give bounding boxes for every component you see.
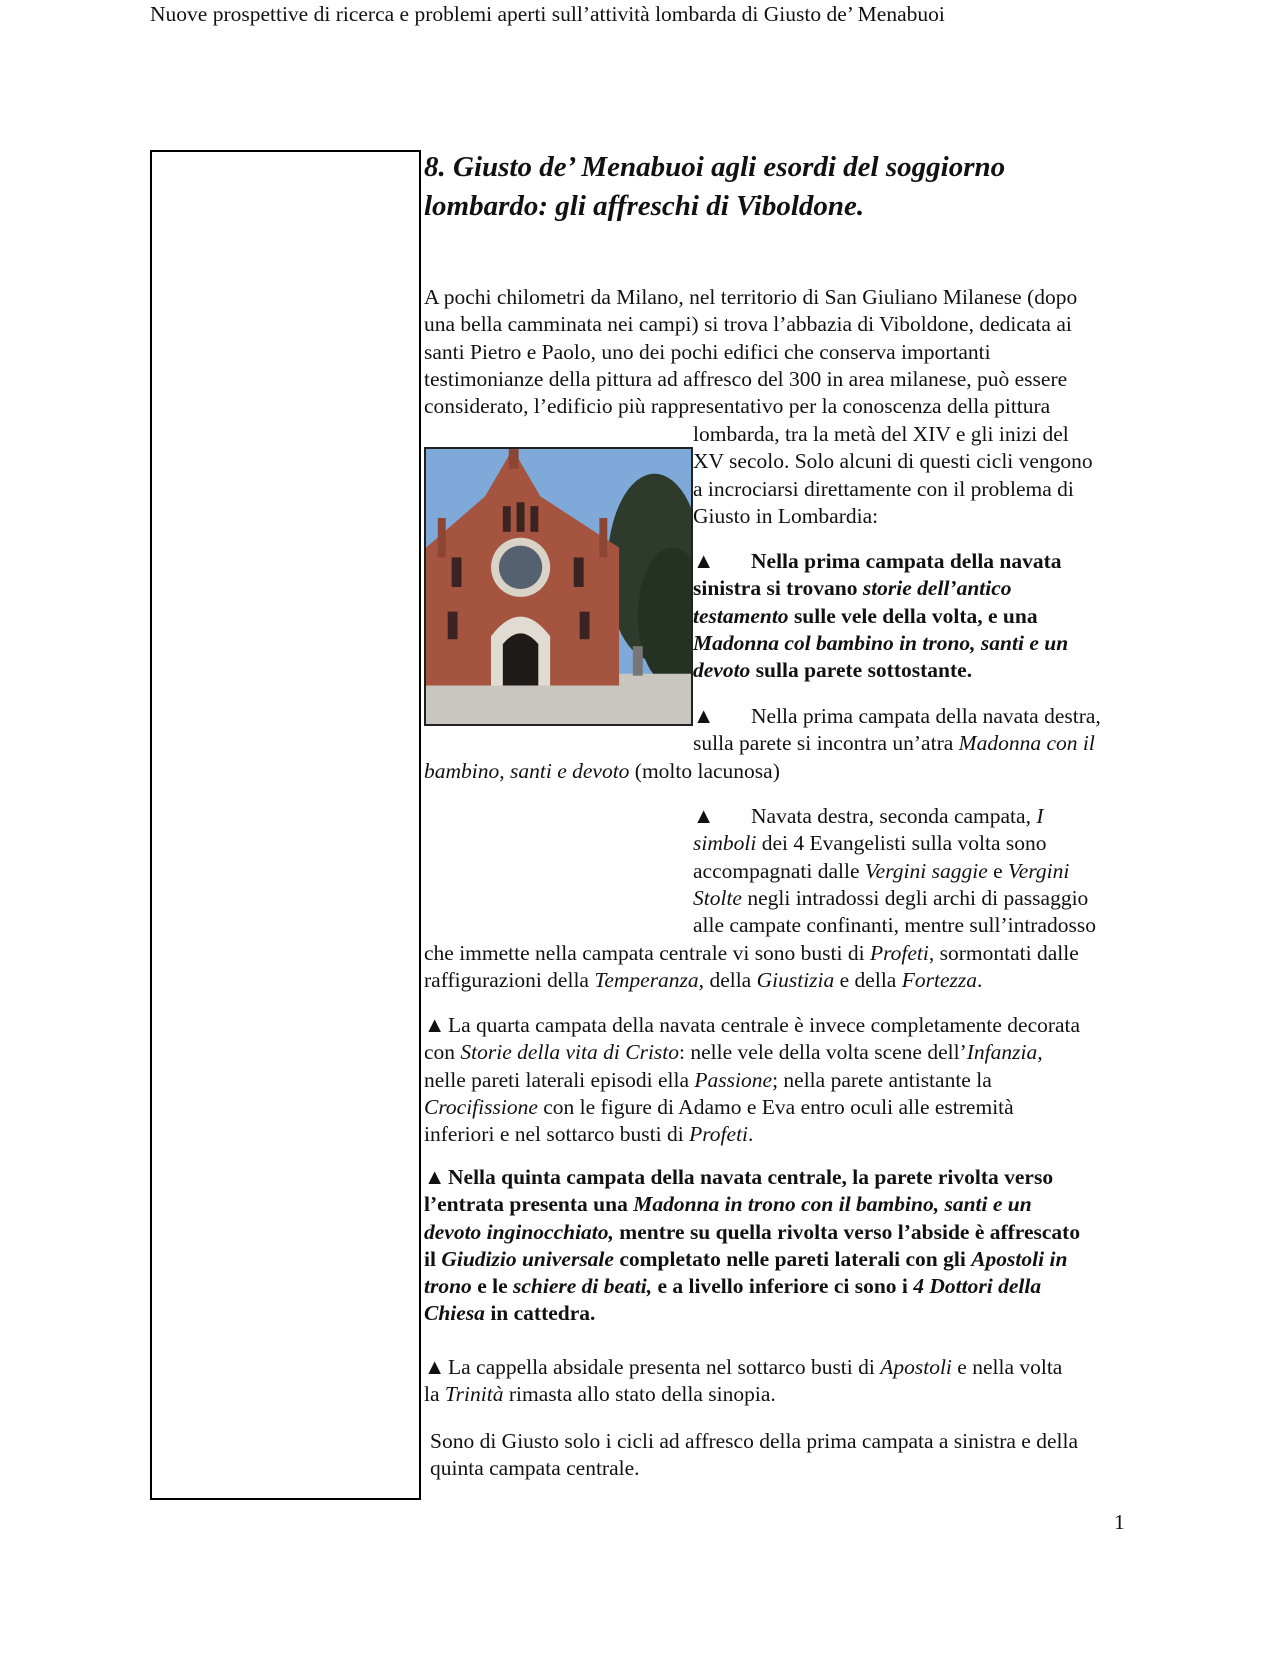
text-line	[693, 603, 1163, 630]
text-segment: Nella prima campata della navata	[751, 549, 1062, 573]
text-segment: trono	[424, 1274, 472, 1299]
text-segment: schiere di beati,	[513, 1274, 653, 1299]
text-segment: Vergini saggie	[864, 858, 988, 883]
text-line	[424, 1164, 1164, 1191]
text-segment: Temperanza,	[594, 968, 705, 993]
triangle-bullet-icon: ▲	[693, 804, 715, 828]
text-line	[693, 730, 1163, 757]
text-segment: completato nelle pareti laterali con gli	[613, 1246, 972, 1271]
text-segment: rimasta allo stato della sinopia.	[503, 1382, 776, 1407]
text-segment: Navata destra, seconda campata,	[751, 804, 1037, 828]
text-segment: accompagnati dalle	[693, 858, 865, 883]
text-segment: La cappella absidale presenta nel sottarco busti di	[448, 1355, 881, 1379]
text-line	[693, 858, 1163, 885]
text-segment: Fortezza	[901, 968, 977, 993]
text-segment: Madonna in trono con il bambino, santi e un	[633, 1192, 1032, 1217]
text-line	[424, 967, 1164, 994]
text-segment: mentre su quella rivolta verso l’abside è affrescato	[613, 1219, 1081, 1244]
text-line	[424, 1121, 1164, 1148]
text-line	[424, 1094, 1164, 1121]
text-line	[693, 575, 1163, 602]
text-segment: che immette nella campata centrale vi sono busti di	[424, 941, 870, 965]
text-line: a incrociarsi direttamente con il problema di	[693, 476, 1074, 501]
text-line: quinta campata centrale.	[430, 1456, 640, 1481]
text-segment: Apostoli	[880, 1355, 952, 1379]
text-line	[424, 758, 1144, 785]
text-segment: bambino, santi e devoto	[424, 759, 630, 783]
text-segment: sulle vele della volta, e una	[788, 603, 1038, 628]
text-line	[424, 1012, 1164, 1039]
text-segment: Profeti	[689, 1122, 749, 1147]
text-segment: in cattedra.	[484, 1301, 596, 1326]
text-segment: inferiori e nel sottarco busti di	[424, 1122, 690, 1147]
text-segment: Giudizio universale	[441, 1246, 614, 1271]
list-item-continuation	[424, 940, 1164, 995]
text-segment: simboli	[693, 831, 757, 856]
page-number: 1	[1114, 1510, 1125, 1534]
running-header: Nuove prospettive di ricerca e problemi aperti sull’attività lombarda di Giusto de’ Menabuoi	[150, 2, 945, 26]
list-item-continuation	[424, 758, 1144, 785]
text-line	[424, 1273, 1164, 1300]
triangle-bullet-icon: ▲	[424, 1013, 446, 1037]
text-segment: La quarta campata della navata centrale è invece completamente decorata	[448, 1013, 1081, 1037]
text-line: A pochi chilometri da Milano, nel territorio di San Giuliano Milanese (dopo	[424, 285, 1078, 309]
text-line: XV secolo. Solo alcuni di questi cicli vengono	[693, 449, 1093, 474]
text-segment: sulla parete si incontra un’atra	[693, 731, 959, 756]
text-line	[424, 1067, 1164, 1094]
text-segment: Crocifissione	[424, 1094, 538, 1119]
text-segment: Stolte	[693, 885, 742, 910]
text-line	[424, 1219, 1164, 1246]
triangle-bullet-icon: ▲	[693, 704, 715, 728]
text-segment: Vergini	[1008, 858, 1070, 883]
text-segment: la	[424, 1382, 445, 1407]
text-line: considerato, l’edificio più rappresentativo per la conoscenza della pittura	[424, 394, 1051, 419]
text-line	[424, 1354, 1164, 1381]
text-line: santi Pietro e Paolo, uno dei pochi edifici che conserva importanti	[424, 339, 991, 364]
text-segment: , sormontati dalle	[928, 941, 1079, 965]
conclusion-paragraph	[430, 1428, 1160, 1483]
text-segment: dei 4 Evangelisti sulla volta sono	[756, 831, 1047, 856]
text-line	[424, 1381, 1164, 1408]
text-line: alle campate confinanti, mentre sull’intradosso	[693, 913, 1096, 938]
text-line	[424, 1246, 1164, 1273]
text-segment: con	[424, 1040, 461, 1065]
list-item	[424, 1164, 1164, 1328]
text-segment: e le	[471, 1274, 513, 1299]
text-line	[693, 830, 1163, 857]
text-segment: sinistra si trovano	[693, 576, 863, 601]
text-segment: .	[748, 1122, 754, 1147]
text-line	[693, 703, 1163, 730]
text-segment: il	[424, 1246, 442, 1271]
text-segment: devoto	[693, 658, 751, 683]
text-line: testimonianze della pittura ad affresco del 300 in area milanese, può essere	[424, 366, 1068, 391]
text-line	[693, 630, 1163, 657]
text-segment: Nella prima campata della navata destra,	[751, 704, 1101, 728]
triangle-bullet-icon: ▲	[424, 1165, 446, 1189]
text-line	[424, 1039, 1164, 1066]
text-segment: .	[976, 968, 983, 993]
text-segment: (molto lacunosa)	[629, 759, 780, 783]
text-segment: : nelle vele della volta scene dell’	[679, 1040, 967, 1065]
list-item	[424, 1354, 1164, 1409]
list-item	[693, 803, 1163, 939]
abbey-facade-icon	[426, 449, 691, 724]
text-line	[424, 1300, 1164, 1327]
text-segment: e nella volta	[951, 1355, 1063, 1379]
list-item	[693, 548, 1163, 684]
text-segment: e a livello inferiore ci sono i	[652, 1274, 914, 1299]
abbey-facade-photo	[424, 447, 693, 726]
text-line: Giusto in Lombardia:	[693, 503, 879, 528]
text-segment: Infanzia,	[966, 1040, 1043, 1065]
text-segment: raffigurazioni della	[424, 968, 595, 993]
text-segment: Giustizia	[756, 968, 835, 993]
text-segment: 4 Dottori della	[913, 1274, 1042, 1299]
text-segment: ; nella parete antistante la	[772, 1067, 992, 1092]
text-segment: Profeti	[869, 941, 929, 965]
text-segment: Trinità	[444, 1382, 504, 1407]
text-segment: I	[1036, 804, 1044, 828]
text-segment: Madonna col bambino in trono, santi e un	[693, 630, 1069, 655]
text-segment: Chiesa	[424, 1301, 485, 1326]
text-segment: Nella quinta campata della navata centrale, la parete rivolta verso	[448, 1165, 1054, 1189]
text-segment: Apostoli in	[971, 1246, 1068, 1271]
list-item	[693, 703, 1163, 758]
text-line	[424, 1191, 1164, 1218]
text-segment: Passione	[694, 1067, 773, 1092]
text-segment: sulla parete sottostante.	[750, 658, 973, 683]
text-segment: storie dell’antico	[862, 576, 1012, 601]
intro-paragraph-wrapped	[693, 421, 1153, 530]
text-line	[424, 940, 1164, 967]
text-segment: devoto inginocchiato,	[424, 1219, 614, 1244]
text-line: lombarda, tra la metà del XIV e gli inizi del	[693, 422, 1069, 446]
section-title-line: lombardo: gli affreschi di Viboldone.	[424, 190, 865, 222]
list-item	[424, 1012, 1164, 1148]
text-segment: e della	[834, 968, 902, 993]
text-segment: nelle pareti laterali episodi ella	[424, 1067, 695, 1092]
text-line: Sono di Giusto solo i cicli ad affresco della prima campata a sinistra e della	[430, 1429, 1078, 1453]
text-segment: Storie della vita di Cristo	[460, 1040, 680, 1065]
text-segment: negli intradossi degli archi di passaggio	[741, 885, 1089, 910]
text-segment: e	[987, 858, 1009, 883]
sidebar-frame	[150, 150, 421, 1500]
text-segment: testamento	[693, 603, 789, 628]
text-segment: l’entrata presenta una	[424, 1192, 634, 1217]
section-title	[424, 148, 1144, 226]
triangle-bullet-icon: ▲	[693, 549, 715, 573]
intro-paragraph	[424, 284, 1144, 420]
text-line	[693, 548, 1163, 575]
text-segment: della	[704, 968, 757, 993]
triangle-bullet-icon: ▲	[424, 1355, 446, 1379]
section-title-line: 8. Giusto de’ Menabuoi agli esordi del soggiorno	[424, 151, 1006, 183]
text-line	[693, 657, 1163, 684]
text-segment: Madonna con il	[958, 731, 1095, 756]
text-line	[693, 803, 1163, 830]
text-line: una bella camminata nei campi) si trova l’abbazia di Viboldone, dedicata ai	[424, 312, 1072, 337]
text-segment: con le figure di Adamo e Eva entro oculi alle estremità	[537, 1094, 1014, 1119]
text-line	[693, 885, 1163, 912]
